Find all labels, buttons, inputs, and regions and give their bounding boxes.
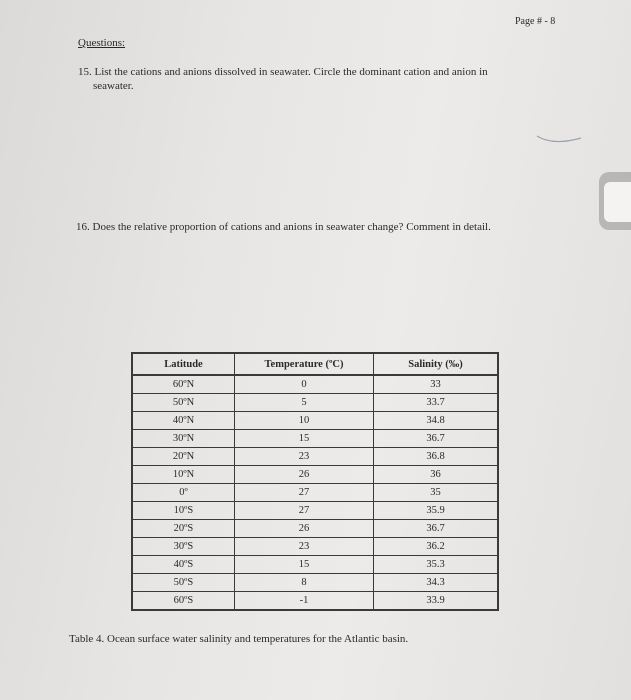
table-row [132, 538, 498, 556]
header-salinity: Salinity (‰) [374, 353, 498, 375]
cell-temperature: 23 [234, 448, 373, 466]
cell-salinity: 35.3 [374, 556, 498, 574]
page-number: Page # - 8 [515, 16, 556, 27]
question-15-line2: seawater. [93, 80, 134, 92]
side-tab-inner [604, 182, 631, 222]
pencil-mark [535, 118, 585, 148]
cell-temperature: 15 [234, 556, 373, 574]
cell-salinity: 33.9 [374, 592, 498, 611]
cell-salinity: 33 [374, 375, 498, 394]
cell-latitude: 0º [132, 484, 234, 502]
table-header-row [132, 353, 498, 375]
table-row [132, 484, 498, 502]
cell-temperature: -1 [234, 592, 373, 611]
cell-latitude: 10ºN [132, 466, 234, 484]
cell-salinity: 36.7 [374, 430, 498, 448]
table-row [132, 466, 498, 484]
cell-salinity: 36 [374, 466, 498, 484]
cell-latitude: 10ºS [132, 502, 234, 520]
cell-latitude: 50ºS [132, 574, 234, 592]
table-row [132, 412, 498, 430]
cell-latitude: 50ºN [132, 394, 234, 412]
table-row [132, 520, 498, 538]
cell-salinity: 33.7 [374, 394, 498, 412]
cell-latitude: 40ºS [132, 556, 234, 574]
header-temperature: Temperature (ºC) [234, 353, 373, 375]
question-15 [78, 65, 548, 93]
cell-salinity: 36.2 [374, 538, 498, 556]
cell-latitude: 60ºN [132, 375, 234, 394]
table-row [132, 592, 498, 611]
cell-temperature: 0 [234, 375, 373, 394]
table-row [132, 574, 498, 592]
cell-temperature: 26 [234, 520, 373, 538]
cell-latitude: 20ºN [132, 448, 234, 466]
cell-temperature: 23 [234, 538, 373, 556]
cell-temperature: 27 [234, 502, 373, 520]
cell-temperature: 15 [234, 430, 373, 448]
question-15-line1: 15. List the cations and anions dissolved in seawater. Circle the dominant cation and anion in [78, 66, 488, 78]
table-row [132, 430, 498, 448]
cell-latitude: 30ºS [132, 538, 234, 556]
table-row [132, 394, 498, 412]
salinity-temperature-table [131, 352, 499, 611]
cell-salinity: 34.3 [374, 574, 498, 592]
question-16: 16. Does the relative proportion of cations and anions in seawater change? Comment in detail. [76, 221, 491, 233]
table-row [132, 375, 498, 394]
table-caption: Table 4. Ocean surface water salinity and temperatures for the Atlantic basin. [69, 633, 409, 645]
cell-salinity: 35 [374, 484, 498, 502]
table-row [132, 448, 498, 466]
table-row [132, 556, 498, 574]
table-row [132, 502, 498, 520]
cell-latitude: 30ºN [132, 430, 234, 448]
cell-latitude: 40ºN [132, 412, 234, 430]
cell-salinity: 36.8 [374, 448, 498, 466]
cell-latitude: 20ºS [132, 520, 234, 538]
cell-latitude: 60ºS [132, 592, 234, 611]
header-latitude: Latitude [132, 353, 234, 375]
cell-temperature: 5 [234, 394, 373, 412]
cell-temperature: 10 [234, 412, 373, 430]
cell-temperature: 8 [234, 574, 373, 592]
cell-salinity: 36.7 [374, 520, 498, 538]
questions-heading: Questions: [78, 37, 126, 49]
cell-salinity: 34.8 [374, 412, 498, 430]
cell-salinity: 35.9 [374, 502, 498, 520]
cell-temperature: 27 [234, 484, 373, 502]
cell-temperature: 26 [234, 466, 373, 484]
